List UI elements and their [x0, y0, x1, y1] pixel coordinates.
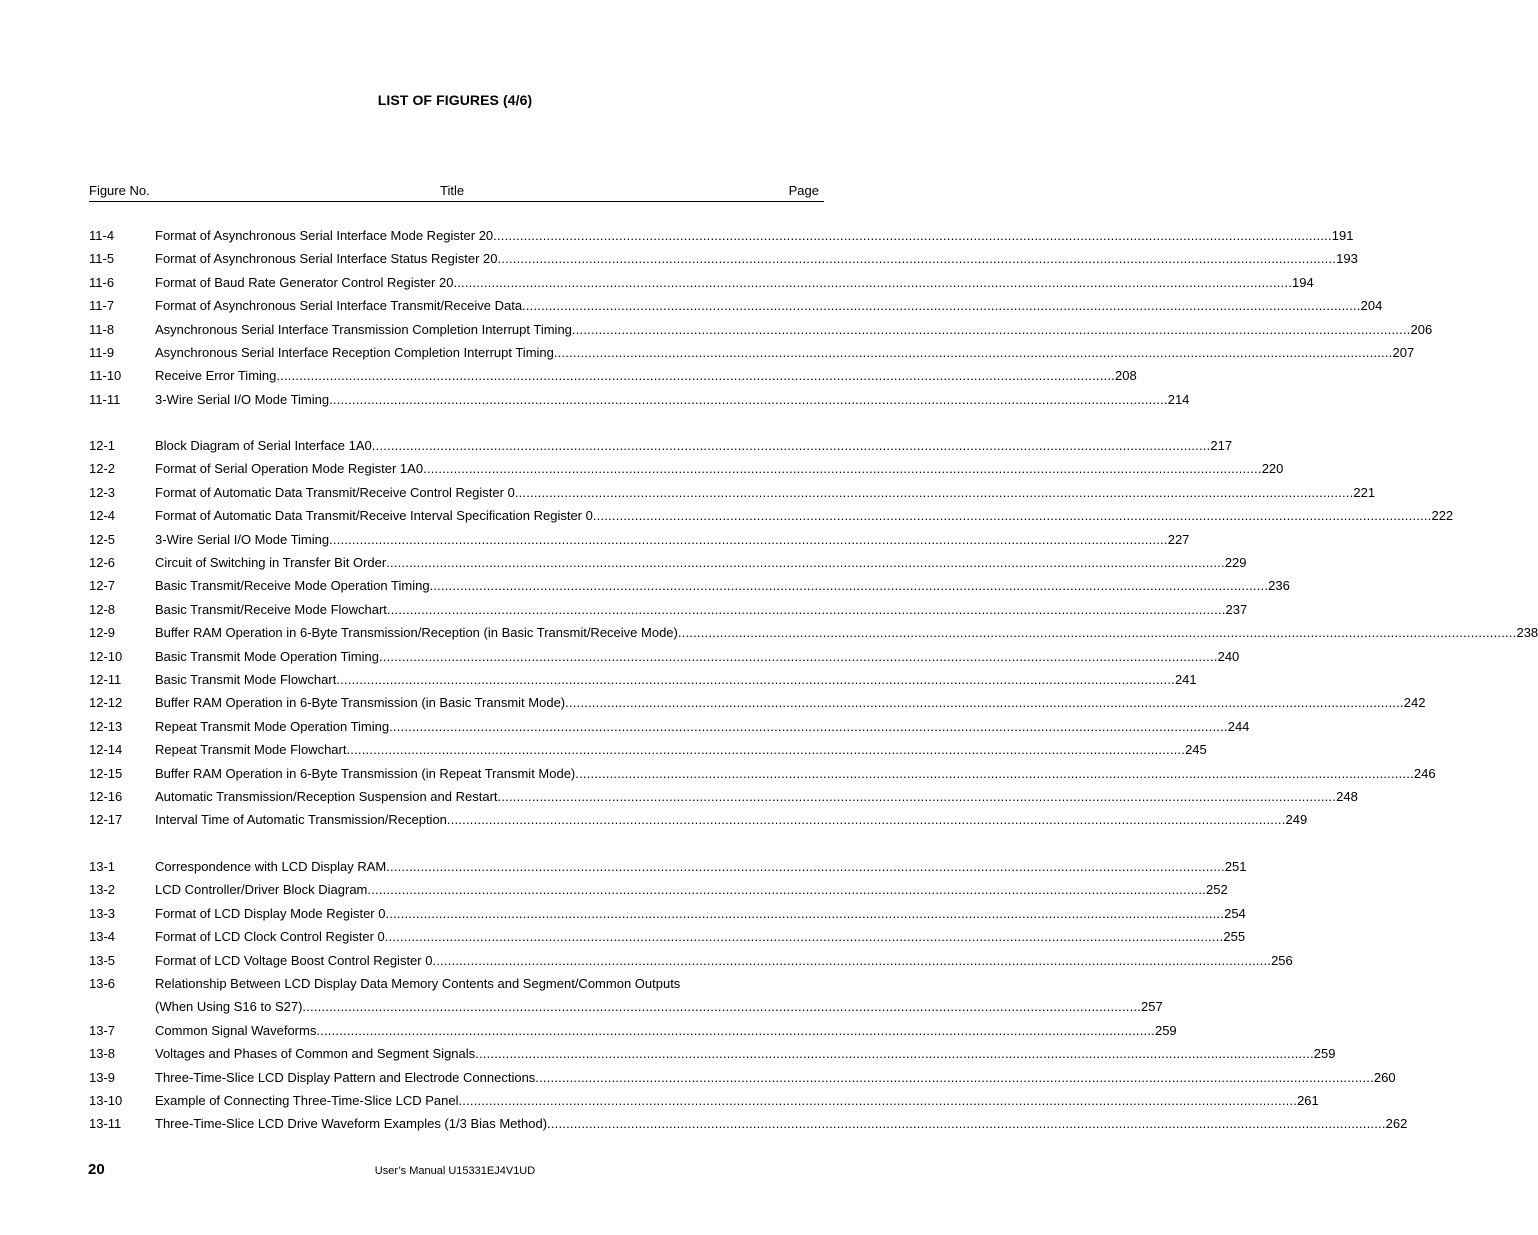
figure-number: 13-10 [89, 1093, 123, 1108]
figure-number: 12-3 [89, 485, 116, 500]
figure-page: 237 [1225, 602, 1248, 617]
figure-number: 11-4 [89, 228, 115, 243]
figure-page: 193 [1336, 251, 1358, 266]
list-item [89, 648, 1240, 666]
figure-number: 12-11 [89, 672, 122, 687]
figure-title: Format of Asynchronous Serial Interface Status Register 20 [155, 251, 498, 266]
page-title: LIST OF FIGURES (4/6) [377, 92, 533, 108]
figure-page: 236 [1268, 578, 1290, 593]
list-item [89, 297, 1383, 315]
figure-number: 13-9 [89, 1070, 116, 1085]
figure-title: Format of LCD Display Mode Register 0 [155, 906, 386, 921]
figure-number: 11-9 [89, 345, 115, 360]
dot-leader: ............................................................................................................................................................................................................................ [547, 1116, 1386, 1131]
dot-leader: ............................................................................................................................................................................................................................ [497, 251, 1337, 266]
figure-number: 11-5 [89, 251, 115, 266]
figure-number: 12-1 [89, 438, 116, 453]
figure-page: 246 [1413, 766, 1436, 781]
figure-title: Format of Asynchronous Serial Interface Transmit/Receive Data [155, 298, 523, 313]
dot-leader: ............................................................................................................................................................................................................................ [367, 882, 1206, 897]
figure-number: 13-6 [89, 976, 116, 991]
figure-number: 11-6 [89, 275, 115, 290]
dot-leader: ............................................................................................................................................................................................................................ [429, 578, 1269, 593]
figure-page: 220 [1261, 461, 1284, 476]
list-item [89, 741, 1207, 759]
dot-leader: ............................................................................................................................................................................................................................ [514, 485, 1354, 500]
list-item [89, 274, 1314, 292]
header-page: Page [788, 183, 819, 198]
list-item [89, 671, 1197, 689]
figure-page: 255 [1223, 929, 1246, 944]
figure-title: Three-Time-Slice LCD Display Pattern and Electrode Connections [155, 1070, 536, 1085]
figure-number: 12-5 [89, 532, 116, 547]
dot-leader: ............................................................................................................................................................................................................................ [386, 555, 1225, 570]
figure-page: 259 [1154, 1023, 1177, 1038]
figure-number: 12-17 [89, 812, 123, 827]
figure-page: 245 [1185, 742, 1207, 757]
table-header [89, 183, 824, 202]
figure-page: 257 [1141, 999, 1163, 1014]
dot-leader: ............................................................................................................................................................................................................................ [553, 345, 1393, 360]
figure-title: Basic Transmit Mode Operation Timing [155, 649, 379, 664]
figure-page: 241 [1174, 672, 1197, 687]
figure-title: Circuit of Switching in Transfer Bit Order [155, 555, 387, 570]
figure-page: 254 [1224, 906, 1246, 921]
figure-number: 13-2 [89, 882, 116, 897]
figure-page: 249 [1285, 812, 1308, 827]
footer-page-number: 20 [88, 1161, 105, 1178]
list-item [89, 1069, 1396, 1087]
figure-title: 3-Wire Serial I/O Mode Timing [155, 532, 330, 547]
figure-title: Repeat Transmit Mode Flowchart [155, 742, 347, 757]
figure-page: 240 [1217, 649, 1240, 664]
dot-leader: ............................................................................................................................................................................................................................ [565, 695, 1404, 710]
list-item [89, 531, 1190, 549]
dot-leader: ............................................................................................................................................................................................................................ [385, 906, 1225, 921]
figure-number: 11-8 [89, 322, 115, 337]
header-figure-no: Figure No. [89, 183, 150, 198]
figure-page: 214 [1167, 392, 1190, 407]
figure-title: Relationship Between LCD Display Data Memory Contents and Segment/Common Outputs [155, 976, 681, 991]
figure-number: 13-1 [89, 859, 116, 874]
figure-number: 11-11 [89, 392, 121, 407]
figure-title: Receive Error Timing [155, 368, 277, 383]
figure-number: 11-7 [89, 298, 115, 313]
list-item [89, 952, 1293, 970]
dot-leader: ............................................................................................................................................................................................................................ [386, 602, 1226, 617]
figure-title: Format of Automatic Data Transmit/Receive Control Register 0 [155, 485, 515, 500]
figure-title: Format of LCD Clock Control Register 0 [155, 929, 385, 944]
figure-title: Block Diagram of Serial Interface 1A0 [155, 438, 372, 453]
dot-leader: ............................................................................................................................................................................................................................ [535, 1070, 1374, 1085]
list-item [89, 905, 1246, 923]
figure-number: 13-5 [89, 953, 116, 968]
figure-number: 12-16 [89, 789, 123, 804]
list-item [89, 694, 1426, 712]
figure-page: 221 [1353, 485, 1376, 500]
figure-page: 261 [1297, 1093, 1319, 1108]
dot-leader: ............................................................................................................................................................................................................................ [458, 1093, 1298, 1108]
list-item [89, 1092, 1319, 1110]
dot-leader: ............................................................................................................................................................................................................................ [453, 275, 1293, 290]
list-item [89, 928, 1246, 946]
list-item [89, 460, 1284, 478]
figure-title: Format of Baud Rate Generator Control Register 20 [155, 275, 454, 290]
dot-leader: ............................................................................................................................................................................................................................ [384, 929, 1224, 944]
figure-title: Three-Time-Slice LCD Drive Waveform Examples (1/3 Bias Method) [155, 1116, 548, 1131]
list-item [89, 484, 1376, 502]
figure-page: 229 [1224, 555, 1247, 570]
dot-leader: ............................................................................................................................................................................................................................ [497, 789, 1337, 804]
figure-page: 204 [1360, 298, 1383, 313]
figure-page: 208 [1114, 368, 1137, 383]
figure-number: 12-14 [89, 742, 123, 757]
list-item [89, 881, 1228, 899]
dot-leader: ............................................................................................................................................................................................................................ [475, 1046, 1314, 1061]
figure-page: 238 [1516, 625, 1538, 640]
dot-leader: ............................................................................................................................................................................................................................ [575, 766, 1414, 781]
list-item [89, 1022, 1177, 1040]
figure-number: 12-13 [89, 719, 123, 734]
dot-leader: ............................................................................................................................................................................................................................ [571, 322, 1411, 337]
dot-leader: ............................................................................................................................................................................................................................ [386, 859, 1225, 874]
figure-page: 260 [1373, 1070, 1396, 1085]
list-item [89, 624, 1538, 642]
figure-title: Basic Transmit/Receive Mode Flowchart [155, 602, 387, 617]
figure-title-line2: (When Using S16 to S27) [155, 999, 303, 1014]
list-item [89, 227, 1354, 245]
footer-manual-id: User’s Manual U15331EJ4V1UD [374, 1165, 536, 1177]
figure-page: 207 [1392, 345, 1415, 360]
figure-page: 251 [1224, 859, 1247, 874]
list-item [89, 437, 1233, 455]
dot-leader: ............................................................................................................................................................................................................................ [493, 228, 1332, 243]
list-item [89, 554, 1247, 572]
figure-title: 3-Wire Serial I/O Mode Timing [155, 392, 330, 407]
list-item [89, 975, 822, 993]
figure-title: Asynchronous Serial Interface Reception Completion Interrupt Timing [155, 345, 554, 360]
list-item [89, 718, 1250, 736]
figure-title: Buffer RAM Operation in 6-Byte Transmission (in Basic Transmit Mode) [155, 695, 566, 710]
figure-page: 256 [1271, 953, 1293, 968]
figure-title: Basic Transmit Mode Flowchart [155, 672, 337, 687]
figure-title: Voltages and Phases of Common and Segment Signals [155, 1046, 476, 1061]
figure-number: 13-8 [89, 1046, 116, 1061]
list-item-continuation [89, 998, 1163, 1016]
figure-title: Common Signal Waveforms [155, 1023, 317, 1038]
figure-number: 12-15 [89, 766, 123, 781]
figure-page: 244 [1227, 719, 1250, 734]
dot-leader: ............................................................................................................................................................................................................................ [446, 812, 1286, 827]
dot-leader: ............................................................................................................................................................................................................................ [329, 532, 1168, 547]
figure-number: 11-10 [89, 368, 122, 383]
list-item [89, 321, 1433, 339]
figure-title: Automatic Transmission/Reception Suspension and Restart [155, 789, 498, 804]
dot-leader: ............................................................................................................................................................................................................................ [592, 508, 1432, 523]
figure-title: Basic Transmit/Receive Mode Operation Timing [155, 578, 430, 593]
figure-number: 13-11 [89, 1116, 122, 1131]
figure-page: 248 [1336, 789, 1358, 804]
figure-number: 12-6 [89, 555, 116, 570]
figure-title: Format of LCD Voltage Boost Control Register 0 [155, 953, 433, 968]
figure-number: 12-8 [89, 602, 116, 617]
figure-page: 252 [1206, 882, 1228, 897]
figure-number: 12-9 [89, 625, 116, 640]
figure-number: 13-3 [89, 906, 116, 921]
dot-leader: ............................................................................................................................................................................................................................ [522, 298, 1361, 313]
list-item [89, 367, 1137, 385]
figure-number: 12-7 [89, 578, 116, 593]
dot-leader: ............................................................................................................................................................................................................................ [329, 392, 1168, 407]
dot-leader: ............................................................................................................................................................................................................................ [389, 719, 1228, 734]
figure-title: Buffer RAM Operation in 6-Byte Transmission (in Repeat Transmit Mode) [155, 766, 576, 781]
header-title: Title [440, 183, 465, 198]
figure-number: 12-10 [89, 649, 123, 664]
figure-number: 13-7 [89, 1023, 116, 1038]
figure-title: Format of Asynchronous Serial Interface Mode Register 20 [155, 228, 494, 243]
figure-title: Example of Connecting Three-Time-Slice LCD Panel [155, 1093, 459, 1108]
figure-number: 12-12 [89, 695, 123, 710]
dot-leader: ............................................................................................................................................................................................................................ [336, 672, 1175, 687]
list-item [89, 601, 1248, 619]
dot-leader: ............................................................................................................................................................................................................................ [302, 999, 1142, 1014]
dot-leader: ............................................................................................................................................................................................................................ [276, 368, 1115, 383]
list-item [89, 344, 1415, 362]
figure-title: Buffer RAM Operation in 6-Byte Transmission/Reception (in Basic Transmit/Receive Mode) [155, 625, 678, 640]
figure-title: Interval Time of Automatic Transmission/Reception [155, 812, 447, 827]
list-item [89, 858, 1247, 876]
figure-page: 217 [1210, 438, 1233, 453]
list-item [89, 1115, 1408, 1133]
figure-title: Correspondence with LCD Display RAM [155, 859, 387, 874]
figure-page: 206 [1410, 322, 1433, 337]
list-item [89, 1045, 1336, 1063]
figure-page: 259 [1313, 1046, 1336, 1061]
dot-leader: ............................................................................................................................................................................................................................ [432, 953, 1272, 968]
list-item [89, 577, 1290, 595]
dot-leader: ............................................................................................................................................................................................................................ [423, 461, 1262, 476]
list-item [89, 765, 1436, 783]
list-item [89, 507, 1454, 525]
figure-page: 191 [1331, 228, 1354, 243]
list-item [89, 811, 1308, 829]
dot-leader: ............................................................................................................................................................................................................................ [346, 742, 1186, 757]
figure-page: 262 [1385, 1116, 1408, 1131]
figure-title: Asynchronous Serial Interface Transmission Completion Interrupt Timing [155, 322, 572, 337]
figure-number: 12-4 [89, 508, 116, 523]
figure-page: 222 [1431, 508, 1454, 523]
figure-title: LCD Controller/Driver Block Diagram [155, 882, 368, 897]
list-item [89, 788, 1358, 806]
figure-number: 12-2 [89, 461, 116, 476]
list-item [89, 391, 1190, 409]
figure-number: 13-4 [89, 929, 116, 944]
dot-leader: ............................................................................................................................................................................................................................ [316, 1023, 1155, 1038]
figure-page: 242 [1403, 695, 1426, 710]
dot-leader: ............................................................................................................................................................................................................................ [677, 625, 1517, 640]
figure-title: Format of Automatic Data Transmit/Receive Interval Specification Register 0 [155, 508, 593, 523]
figure-title: Repeat Transmit Mode Operation Timing [155, 719, 390, 734]
figure-title: Format of Serial Operation Mode Register 1A0 [155, 461, 424, 476]
list-item [89, 250, 1358, 268]
figure-page: 194 [1292, 275, 1314, 290]
dot-leader: ............................................................................................................................................................................................................................ [378, 649, 1218, 664]
figure-page: 227 [1167, 532, 1190, 547]
dot-leader: ............................................................................................................................................................................................................................ [371, 438, 1211, 453]
